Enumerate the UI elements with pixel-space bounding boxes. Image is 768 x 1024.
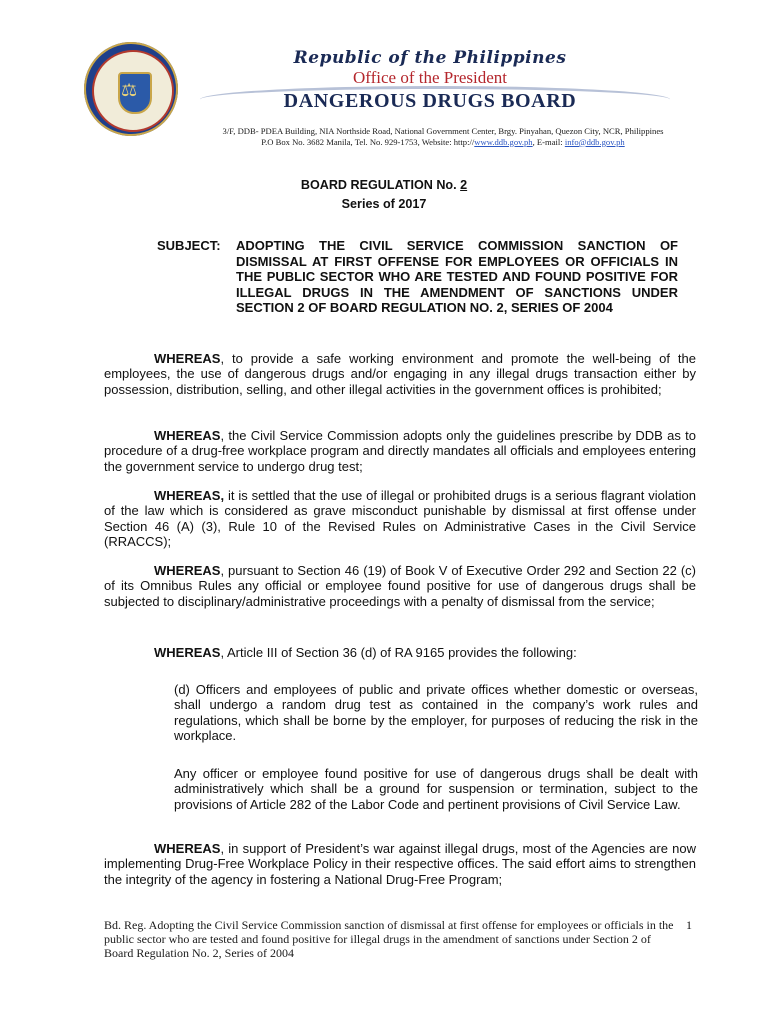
regulation-number: 2	[460, 178, 468, 192]
whereas-clause-6	[104, 841, 696, 887]
whereas-clause-4	[104, 563, 696, 609]
regulation-series: Series of 2017	[341, 197, 427, 211]
whereas-lead: WHEREAS	[154, 428, 221, 443]
whereas-text: , in support of President’s war against illegal drugs, most of the Agencies are now implementing Drug-Free Workplace Policy in their respective offices. The said effort aims to strengthen the integrity of the agency in fostering a National Drug-Free Program;	[104, 841, 696, 887]
whereas-lead: WHEREAS	[154, 841, 221, 856]
office-title: Office of the President	[352, 68, 508, 87]
letterhead	[220, 48, 640, 113]
whereas-text: , to provide a safe working environment and promote the well-being of the employees, the use of dangerous drugs and/or engaging in any illegal drugs transaction either by possession, distribution, selling, and other illegal activities in the government offices is prohibited;	[104, 351, 696, 397]
regulation-number-line	[0, 176, 768, 195]
whereas-clause-1	[104, 351, 696, 397]
whereas-text: , pursuant to Section 46 (19) of Book V of Executive Order 292 and Section 22 (c) of its Omnibus Rules any official or employee found positive for use of dangerous drugs shall be subjected to disciplinary/administrative proceedings with a penalty of dismissal from the service;	[104, 563, 696, 609]
regulation-title	[0, 176, 768, 214]
address-line-1: 3/F, DDB- PDEA Building, NIA Northside Road, National Government Center, Brgy. Pinyahan, Quezon City, NCR, Philippines	[222, 126, 664, 136]
board-title: DANGEROUS DRUGS BOARD	[283, 90, 577, 112]
whereas-clause-2	[104, 428, 696, 474]
quoted-provision-2: Any officer or employee found positive for use of dangerous drugs shall be dealt with administratively which shall be a ground for suspension or termination, subject to the provisions of Article 282 of the Labor Code and pertinent provisions of Civil Service Law.	[174, 766, 698, 812]
whereas-lead: WHEREAS,	[154, 488, 225, 503]
website-link[interactable]: www.ddb.gov.ph	[474, 136, 533, 147]
whereas-text: , Article III of Section 36 (d) of RA 9165 provides the following:	[220, 645, 577, 660]
email-label: , E-mail:	[532, 136, 565, 147]
republic-title: Republic of the Philippines	[293, 48, 567, 68]
scales-icon: ⚖	[121, 80, 138, 101]
address-block	[208, 126, 678, 147]
regulation-title-prefix: BOARD REGULATION No.	[300, 178, 461, 192]
whereas-clause-3	[104, 488, 696, 550]
seal-ring	[92, 50, 174, 132]
address-line-2	[208, 137, 678, 148]
whereas-text: it is settled that the use of illegal or prohibited drugs is a serious flagrant violation of the law which is considered as grave misconduct punishable by dismissal at first offense under Section 46 (A) (3), Rule 10 of the Revised Rules on Administrative Cases in the Civil Service (RRACCS);	[104, 488, 696, 550]
email-link[interactable]: info@ddb.gov.ph	[564, 136, 625, 147]
page-number: 1	[686, 918, 692, 932]
address-line-2-prefix: P.O Box No. 3682 Manila, Tel. No. 929-1753, Website: http://	[261, 136, 475, 147]
whereas-lead: WHEREAS	[154, 645, 221, 660]
page-footer: Bd. Reg. Adopting the Civil Service Commission sanction of dismissal at first offense for employees or officials in the public sector who are tested and found positive for illegal drugs in the amendment of sanctions under Section 2 of Board Regulation No. 2, Series of 2004	[104, 918, 674, 960]
ddb-seal-logo	[84, 42, 178, 136]
whereas-text: , the Civil Service Commission adopts only the guidelines prescribe by DDB as to procedure of a drug-free workplace program and directly mandates all officials and employees entering the government service to undergo drug test;	[104, 428, 696, 474]
whereas-lead: WHEREAS	[154, 563, 221, 578]
whereas-clause-5	[104, 645, 696, 660]
quoted-provision-1: (d) Officers and employees of public and private offices whether domestic or overseas, shall undergo a random drug test as contained in the company’s work rules and regulations, which shall be borne by the employer, for purposes of reducing the risk in the workplace.	[174, 682, 698, 744]
whereas-lead: WHEREAS	[154, 351, 221, 366]
subject-label: SUBJECT:	[157, 238, 221, 253]
subject-text: ADOPTING THE CIVIL SERVICE COMMISSION SANCTION OF DISMISSAL AT FIRST OFFENSE FOR EMPLOYEES OR OFFICIALS IN THE PUBLIC SECTOR WHO ARE TESTED AND FOUND POSITIVE FOR ILLEGAL DRUGS IN THE AMENDMENT OF SANCTIONS UNDER SECTION 2 OF BOARD REGULATION NO. 2, SERIES OF 2004	[236, 238, 678, 316]
